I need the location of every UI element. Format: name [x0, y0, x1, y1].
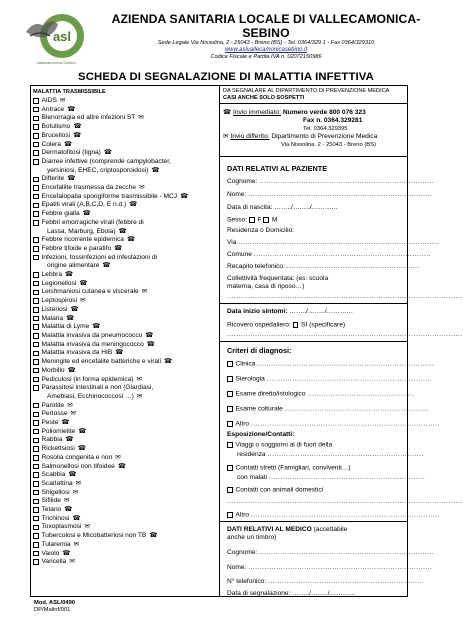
phone-icon: ☎	[79, 279, 88, 287]
phone-icon: ☎	[64, 506, 73, 514]
disease-label: Febbre ricorrente epidemica	[41, 236, 124, 244]
disease-label: yersiniosi, EHEC, criptosporoidosi)	[47, 166, 149, 174]
exposure-contacts-checkbox[interactable]	[227, 465, 233, 471]
doctor-note: anche un timbro)	[227, 534, 277, 541]
green-number: Numero verde 800 076 323	[282, 109, 366, 116]
disease-checkbox[interactable]	[33, 307, 39, 313]
mail-icon: ✉	[84, 523, 90, 531]
disease-item[interactable]	[33, 541, 219, 550]
disease-item[interactable]	[33, 349, 219, 358]
disease-item[interactable]	[33, 489, 219, 498]
mail-icon: ✉	[138, 114, 144, 122]
doctor-name-field[interactable]: Nome: ...............................................................................	[227, 564, 433, 571]
disease-item[interactable]	[33, 463, 219, 472]
criteria-clinical-checkbox[interactable]	[227, 361, 233, 367]
disease-checkbox[interactable]	[33, 142, 39, 148]
mail-icon: ✉	[139, 184, 145, 192]
disease-label: Peste	[41, 419, 59, 427]
mail-icon: ✉	[136, 375, 142, 383]
doctor-surname-field[interactable]: Cognome: ...........................................................................	[227, 549, 435, 556]
disease-label: Parotite	[41, 401, 65, 409]
mail-icon: ✉	[72, 488, 79, 496]
disease-item	[33, 393, 219, 402]
disease-label: Toxoplasmosi	[41, 523, 82, 531]
disease-checkbox[interactable]	[33, 472, 39, 478]
phone-icon: ☎	[66, 314, 75, 322]
disease-label: Lebbra	[41, 271, 63, 279]
suspects-text: CASI ANCHE SOLO SOSPETTI	[223, 95, 305, 102]
disease-item[interactable]	[33, 332, 219, 341]
hospital-field[interactable]: Ricovero ospedaliero: SI (specificare)	[227, 321, 346, 329]
disease-checkbox[interactable]	[33, 429, 39, 435]
disease-checkbox[interactable]	[33, 150, 39, 156]
disease-label: Tularemia	[41, 540, 71, 548]
disease-item[interactable]	[33, 384, 219, 393]
deferred-dept: Dipartimento di Prevenzione Medica	[271, 133, 378, 140]
disease-checkbox[interactable]	[33, 246, 39, 252]
disease-checkbox[interactable]	[33, 403, 39, 409]
disease-item[interactable]	[33, 532, 219, 541]
form-code: DP/Malinf/001	[34, 606, 71, 613]
disease-checkbox[interactable]	[33, 316, 39, 322]
mail-icon: ✉	[223, 133, 231, 140]
phone-icon: ☎	[117, 462, 126, 470]
disease-label: AIDS	[41, 97, 57, 104]
mail-icon: ✉	[115, 453, 121, 461]
via-field[interactable]: Via ......................................................................................	[227, 239, 439, 246]
disease-label: Epatiti virali (A,B,C,D, E n.d.)	[41, 201, 127, 209]
community-label-2: materna, casa di riposo…)	[227, 283, 305, 290]
criteria-clinical[interactable]: Clinica ............................................................................	[227, 360, 405, 369]
disease-item[interactable]	[33, 280, 219, 289]
disease-label: Pediculosi (in forma epidemica)	[41, 375, 134, 383]
disease-checkbox[interactable]	[33, 446, 39, 452]
disease-item[interactable]	[33, 201, 219, 210]
disease-checkbox[interactable]	[33, 237, 39, 243]
disease-item[interactable]	[33, 550, 219, 559]
disease-checkbox[interactable]	[33, 177, 39, 183]
diseases-heading: MALATTIA TRASMISSIBILE	[33, 89, 106, 95]
disease-checkbox[interactable]	[33, 290, 39, 296]
send-to-text: DA SEGNALARE AL DIPARTIMENTO DI PREVENZIONE MEDICA	[223, 88, 390, 94]
disease-label: Tetano	[41, 506, 62, 514]
report-date-field[interactable]: Data di segnalazione: ……../……../…………	[227, 590, 356, 597]
disease-checkbox[interactable]	[33, 412, 39, 418]
sex-m-checkbox[interactable]	[263, 217, 269, 223]
disease-item[interactable]	[33, 558, 219, 567]
disease-item[interactable]	[33, 428, 219, 437]
sex-f-checkbox[interactable]	[249, 217, 255, 223]
disease-label: Listeriosi	[41, 305, 68, 313]
disease-label: Rabbia	[41, 436, 63, 444]
disease-label: Malattia invasiva da HIB	[41, 349, 113, 357]
org-website-link[interactable]: www.aslvallecamonicasebino.it	[224, 47, 308, 53]
disease-label: Malaria	[41, 314, 64, 322]
disease-label: Trichinosi	[41, 514, 70, 522]
disease-item[interactable]	[33, 175, 219, 184]
disease-item[interactable]	[33, 436, 219, 445]
phone-icon: ☎	[151, 166, 160, 174]
disease-item	[33, 167, 219, 176]
disease-item[interactable]	[33, 506, 219, 515]
exposure-title: Esposizione/Contatti:	[227, 431, 295, 438]
phone-icon: ☎	[73, 131, 82, 139]
mail-icon: ✉	[141, 288, 147, 296]
deferred-address: Via Nissolina, 2 - 25043 - Breno (BS)	[281, 142, 376, 148]
patient-section-title: DATI RELATIVI AL PAZIENTE	[227, 164, 328, 173]
disease-list	[33, 97, 219, 567]
disease-checkbox[interactable]	[33, 542, 39, 548]
community-field[interactable]: .....................................................................................................	[227, 293, 463, 300]
disease-checkbox[interactable]	[33, 359, 39, 365]
disease-checkbox[interactable]	[33, 124, 39, 130]
disease-item[interactable]	[33, 515, 219, 524]
disease-checkbox[interactable]	[33, 116, 39, 122]
phone-icon: ☎	[68, 471, 77, 479]
disease-label: Difterite	[41, 175, 65, 183]
disease-checkbox[interactable]	[33, 516, 39, 522]
phone-icon: ☎	[118, 227, 127, 235]
disease-checkbox[interactable]	[33, 377, 39, 383]
symptom-onset-field[interactable]: Data inizio sintomi: ……../……../…………	[227, 308, 354, 315]
criteria-culture-checkbox[interactable]	[227, 406, 233, 412]
disease-checkbox[interactable]	[33, 507, 39, 513]
form-footer	[34, 600, 75, 614]
disease-label: Encefalopatia spongiforme trasmissibile - MCJ	[41, 192, 178, 200]
disease-item[interactable]	[33, 193, 219, 202]
exposure-animals[interactable]: Contatti con animali domestici	[227, 486, 405, 495]
phone-icon: ☎	[103, 149, 112, 157]
exposure-animals-checkbox[interactable]	[227, 487, 233, 493]
phone-icon: ☎	[115, 349, 124, 357]
disease-checkbox[interactable]	[33, 420, 39, 426]
svg-text:Vallecamonica Sebino: Vallecamonica Sebino	[36, 60, 76, 65]
disease-item[interactable]	[33, 132, 219, 141]
disease-checkbox[interactable]	[33, 255, 39, 261]
phone-icon: ☎	[164, 358, 172, 366]
exposure-travel-2[interactable]: residenza ...................................................................	[237, 451, 424, 458]
exposure-travel[interactable]: Viaggi o soggiorni al di fuori della	[227, 441, 405, 450]
disease-item[interactable]	[33, 271, 219, 280]
disease-label: Febbre gialla	[41, 210, 80, 218]
disease-label: Febbre tifoide e paratifo	[41, 244, 112, 252]
phone-icon: ☎	[67, 105, 76, 113]
comune-field[interactable]: Comune ............................................................................	[227, 251, 432, 258]
right-header-divider	[219, 103, 408, 104]
disease-checkbox[interactable]	[33, 351, 39, 357]
disease-label: Salmonellosi non tifoidee	[41, 462, 115, 470]
doctor-section-title: DATI RELATIVI AL MEDICO (accettabile	[227, 526, 348, 533]
disease-checkbox[interactable]	[33, 551, 39, 557]
patient-surname-field[interactable]: Cognome: ...........................................................................	[227, 178, 435, 185]
disease-item[interactable]	[33, 358, 219, 367]
send-info	[223, 109, 408, 149]
disease-item[interactable]	[33, 454, 219, 463]
criteria-serology[interactable]: Sierologia .......................................................................	[227, 375, 405, 384]
phone-icon: ☎	[72, 514, 81, 522]
phone-icon: ☎	[65, 436, 74, 444]
disease-checkbox[interactable]	[33, 368, 39, 374]
residence-label: Residenza o Domicilio:	[227, 227, 295, 234]
phone-icon: ☎	[126, 236, 135, 244]
disease-label: Leptospirosi	[41, 297, 78, 305]
criteria-other[interactable]: Altro .................................................................................	[227, 420, 405, 429]
hospital-detail-field[interactable]: .....................................................................................................	[227, 331, 463, 338]
disease-item[interactable]	[33, 323, 219, 332]
disease-item	[33, 228, 219, 237]
criteria-serology-checkbox[interactable]	[227, 376, 233, 382]
disease-item[interactable]	[33, 367, 219, 376]
patient-name-field[interactable]: Nome: ...............................................................................	[227, 191, 433, 198]
disease-checkbox[interactable]	[33, 194, 39, 200]
disease-label: Scabbia	[41, 471, 66, 479]
doctor-phone-field[interactable]: N° telefonico: ...................................................................	[227, 578, 425, 585]
disease-label: Malattia invasiva da pneumococco	[41, 331, 143, 339]
disease-checkbox[interactable]	[33, 490, 39, 496]
sex-field[interactable]: Sesso: F M	[227, 216, 278, 224]
mail-icon: ✉	[67, 401, 73, 409]
phone-icon: ☎	[73, 123, 82, 131]
disease-item[interactable]	[33, 123, 219, 132]
disease-label: Febbri emorragiche virali (febbre di	[41, 218, 144, 226]
phone-icon: ☎	[62, 549, 71, 557]
disease-label: Malattia di Lyme	[41, 323, 90, 331]
disease-label: Meningite ed encefalite batteriche e virali	[41, 358, 161, 366]
disease-label: Amebiasi, Ecchinococcosi …)	[47, 392, 134, 400]
phone-icon: ☎	[70, 305, 79, 313]
disease-checkbox[interactable]	[33, 185, 39, 191]
phone-icon: ☎	[77, 445, 86, 453]
phone-icon: ☎	[114, 244, 123, 252]
disease-checkbox[interactable]	[33, 533, 39, 539]
phone-icon: ☎	[67, 175, 76, 183]
exposure-contacts-2[interactable]: con malati ...................................................................	[237, 474, 426, 481]
disease-item[interactable]	[33, 254, 219, 263]
org-fiscal-code: Codice Fiscale e Partita IVA n. 02072150986	[210, 54, 322, 60]
hospital-yes-checkbox[interactable]	[293, 322, 299, 328]
org-name: AZIENDA SANITARIA LOCALE DI VALLECAMONICA-SEBINO	[111, 12, 421, 40]
criteria-title: Criteri di diagnosi:	[227, 346, 292, 355]
disease-checkbox[interactable]	[33, 333, 39, 339]
mail-icon: ✉	[80, 297, 86, 305]
disease-checkbox[interactable]	[33, 203, 39, 209]
disease-label: Shigellosi	[41, 488, 70, 496]
asl-logo	[20, 6, 92, 66]
disease-item[interactable]	[33, 410, 219, 419]
disease-item[interactable]	[33, 114, 219, 123]
disease-label: Dermatofitosi (tigna)	[41, 149, 101, 157]
section-divider	[219, 341, 408, 342]
disease-item[interactable]	[33, 523, 219, 532]
disease-item[interactable]	[33, 158, 219, 167]
phone-icon: ☎	[102, 262, 111, 270]
model-code: Mod. ASL/0490	[34, 600, 76, 606]
disease-label: Colera	[41, 140, 61, 148]
phone-icon: ☎	[65, 271, 74, 279]
criteria-histology-checkbox[interactable]	[227, 391, 233, 397]
disease-label: Botulismo	[41, 123, 71, 131]
disease-item[interactable]	[33, 184, 219, 193]
disease-item[interactable]	[33, 288, 219, 297]
phone-icon: ☎	[145, 331, 154, 339]
disease-item[interactable]	[33, 236, 219, 245]
disease-item[interactable]	[33, 210, 219, 219]
fax-number: Fax n. 0364.329281	[303, 117, 363, 124]
disease-item[interactable]	[33, 497, 219, 506]
disease-label: Legionellosi	[41, 279, 77, 287]
disease-item[interactable]	[33, 245, 219, 254]
phone-icon: ☎	[67, 366, 76, 374]
disease-checkbox[interactable]	[33, 281, 39, 287]
disease-label: Infezioni, tossinfezioni ed infestazioni di	[41, 253, 157, 261]
immediate-label: Invio immediato:	[233, 109, 282, 116]
phone-icon: ☎	[61, 419, 70, 427]
disease-item[interactable]	[33, 480, 219, 489]
disease-checkbox[interactable]	[33, 107, 39, 113]
disease-label: Rosolia congenita e non	[41, 453, 113, 461]
disease-label: Morbillo	[41, 366, 65, 374]
phone-icon: ☎	[180, 192, 189, 200]
disease-item[interactable]	[33, 341, 219, 350]
exposure-other[interactable]: Altro .................................................................................	[227, 511, 405, 520]
disease-checkbox[interactable]	[33, 324, 39, 330]
disease-checkbox[interactable]	[33, 455, 39, 461]
mail-icon: ✉	[59, 97, 66, 104]
disease-checkbox[interactable]	[33, 342, 39, 348]
disease-label: origine alimentare	[47, 262, 100, 270]
criteria-culture[interactable]: Esame colturale ..............................................................	[227, 405, 405, 414]
disease-label: Rickettsiosi	[41, 445, 75, 453]
criteria-histology[interactable]: Esame diretto/istologico ..............................................	[227, 390, 405, 399]
disease-label: Leishmaniosi cutanea e viscerale	[41, 288, 139, 296]
routing-header	[223, 88, 408, 103]
disease-checkbox[interactable]	[33, 464, 39, 470]
disease-label: Lassa, Marburg, Ebola)	[47, 227, 116, 235]
disease-checkbox[interactable]	[33, 298, 39, 304]
disease-label: Malattia invasiva da meningococco	[41, 340, 144, 348]
exposure-travel-checkbox[interactable]	[227, 442, 233, 448]
phone-icon: ☎	[82, 210, 91, 218]
disease-label: Scarlattina	[41, 479, 73, 487]
phone-icon: ☎	[146, 340, 155, 348]
birth-date-field[interactable]: Data di nascita: ……../……../…………	[227, 204, 339, 211]
disease-item[interactable]	[33, 445, 219, 454]
disease-label: Pertosse	[41, 410, 68, 418]
disease-checkbox[interactable]	[33, 525, 39, 531]
phone-field[interactable]: Recapito telefonico: .........................................................	[227, 263, 420, 270]
disease-item[interactable]	[33, 306, 219, 315]
community-label: Collettività frequentata: (es: scuola	[227, 275, 329, 282]
disease-label: Antrace	[41, 105, 65, 113]
disease-item[interactable]	[33, 97, 219, 106]
mail-icon: ✉	[69, 558, 75, 566]
section-divider	[219, 303, 408, 304]
exposure-contacts[interactable]: Contatti stretti (Famigliari, conviventi…)	[227, 464, 405, 473]
phone-icon: ☎	[223, 109, 234, 116]
disease-label: Vaiolo	[41, 549, 60, 557]
mail-icon: ✉	[75, 479, 82, 487]
disease-item	[33, 262, 219, 271]
phone-icon: ☎	[78, 427, 87, 435]
disease-item[interactable]	[33, 141, 219, 150]
organization-header	[96, 12, 436, 61]
disease-checkbox[interactable]	[33, 159, 39, 165]
disease-checkbox[interactable]	[33, 220, 39, 226]
disease-label: Diarree infettive (comprende campylobacter,	[41, 157, 171, 165]
disease-item[interactable]	[33, 376, 219, 385]
exposure-other-checkbox[interactable]	[227, 512, 233, 518]
tel-number: Tel. 0364.329395	[303, 126, 348, 132]
disease-checkbox[interactable]	[33, 499, 39, 505]
disease-item[interactable]	[33, 315, 219, 324]
disease-checkbox[interactable]	[33, 211, 39, 217]
disease-item[interactable]	[33, 149, 219, 158]
disease-label: Tubercolosi e Micobatteriosi non TB	[41, 532, 147, 540]
disease-label: Brucellosi	[41, 131, 71, 139]
disease-checkbox[interactable]	[33, 272, 39, 278]
mail-icon: ✉	[136, 392, 143, 400]
disease-item[interactable]	[33, 402, 219, 411]
section-divider	[219, 156, 408, 157]
disease-checkbox[interactable]	[33, 438, 39, 444]
section-divider	[219, 521, 408, 522]
deferred-label: Invio differito:	[230, 133, 270, 140]
disease-label: Poliomielite	[41, 427, 76, 435]
mail-icon: ✉	[70, 410, 76, 418]
disease-label: Blenorragia ed altre infezioni ST	[41, 114, 136, 122]
disease-item[interactable]	[33, 419, 219, 428]
disease-item[interactable]	[33, 471, 219, 480]
exposure-animals-detail[interactable]: .....................................................................................................	[227, 498, 463, 505]
disease-label: Varicella	[41, 558, 67, 566]
form-title: SCHEDA DI SEGNALAZIONE DI MALATTIA INFETTIVA	[78, 71, 374, 83]
disease-item[interactable]	[33, 297, 219, 306]
disease-checkbox[interactable]	[33, 559, 39, 565]
disease-label: Encefaliite trasmessa da zecche	[41, 184, 137, 192]
phone-icon: ☎	[129, 201, 138, 209]
disease-item[interactable]	[33, 219, 219, 228]
phone-icon: ☎	[92, 323, 101, 331]
mail-icon: ✉	[73, 540, 79, 548]
disease-label: Sifilide	[41, 497, 61, 505]
phone-icon: ☎	[149, 532, 158, 540]
svg-text:asl: asl	[52, 29, 72, 44]
disease-item[interactable]	[33, 106, 219, 115]
disease-checkbox[interactable]	[33, 385, 39, 391]
mail-icon: ✉	[63, 497, 70, 505]
disease-checkbox[interactable]	[33, 133, 39, 139]
disease-label: Parassitosi intestinali e non (Giardiasi,	[41, 384, 154, 392]
phone-icon: ☎	[63, 140, 72, 148]
disease-checkbox[interactable]	[33, 98, 39, 104]
org-address: Sede Legale Via Nissolina, 2 - 25043 - Breno (BS) - Tel. 0364/329.1 - Fax 0364/329310	[157, 40, 375, 46]
disease-checkbox[interactable]	[33, 481, 39, 487]
criteria-other-checkbox[interactable]	[227, 421, 233, 427]
